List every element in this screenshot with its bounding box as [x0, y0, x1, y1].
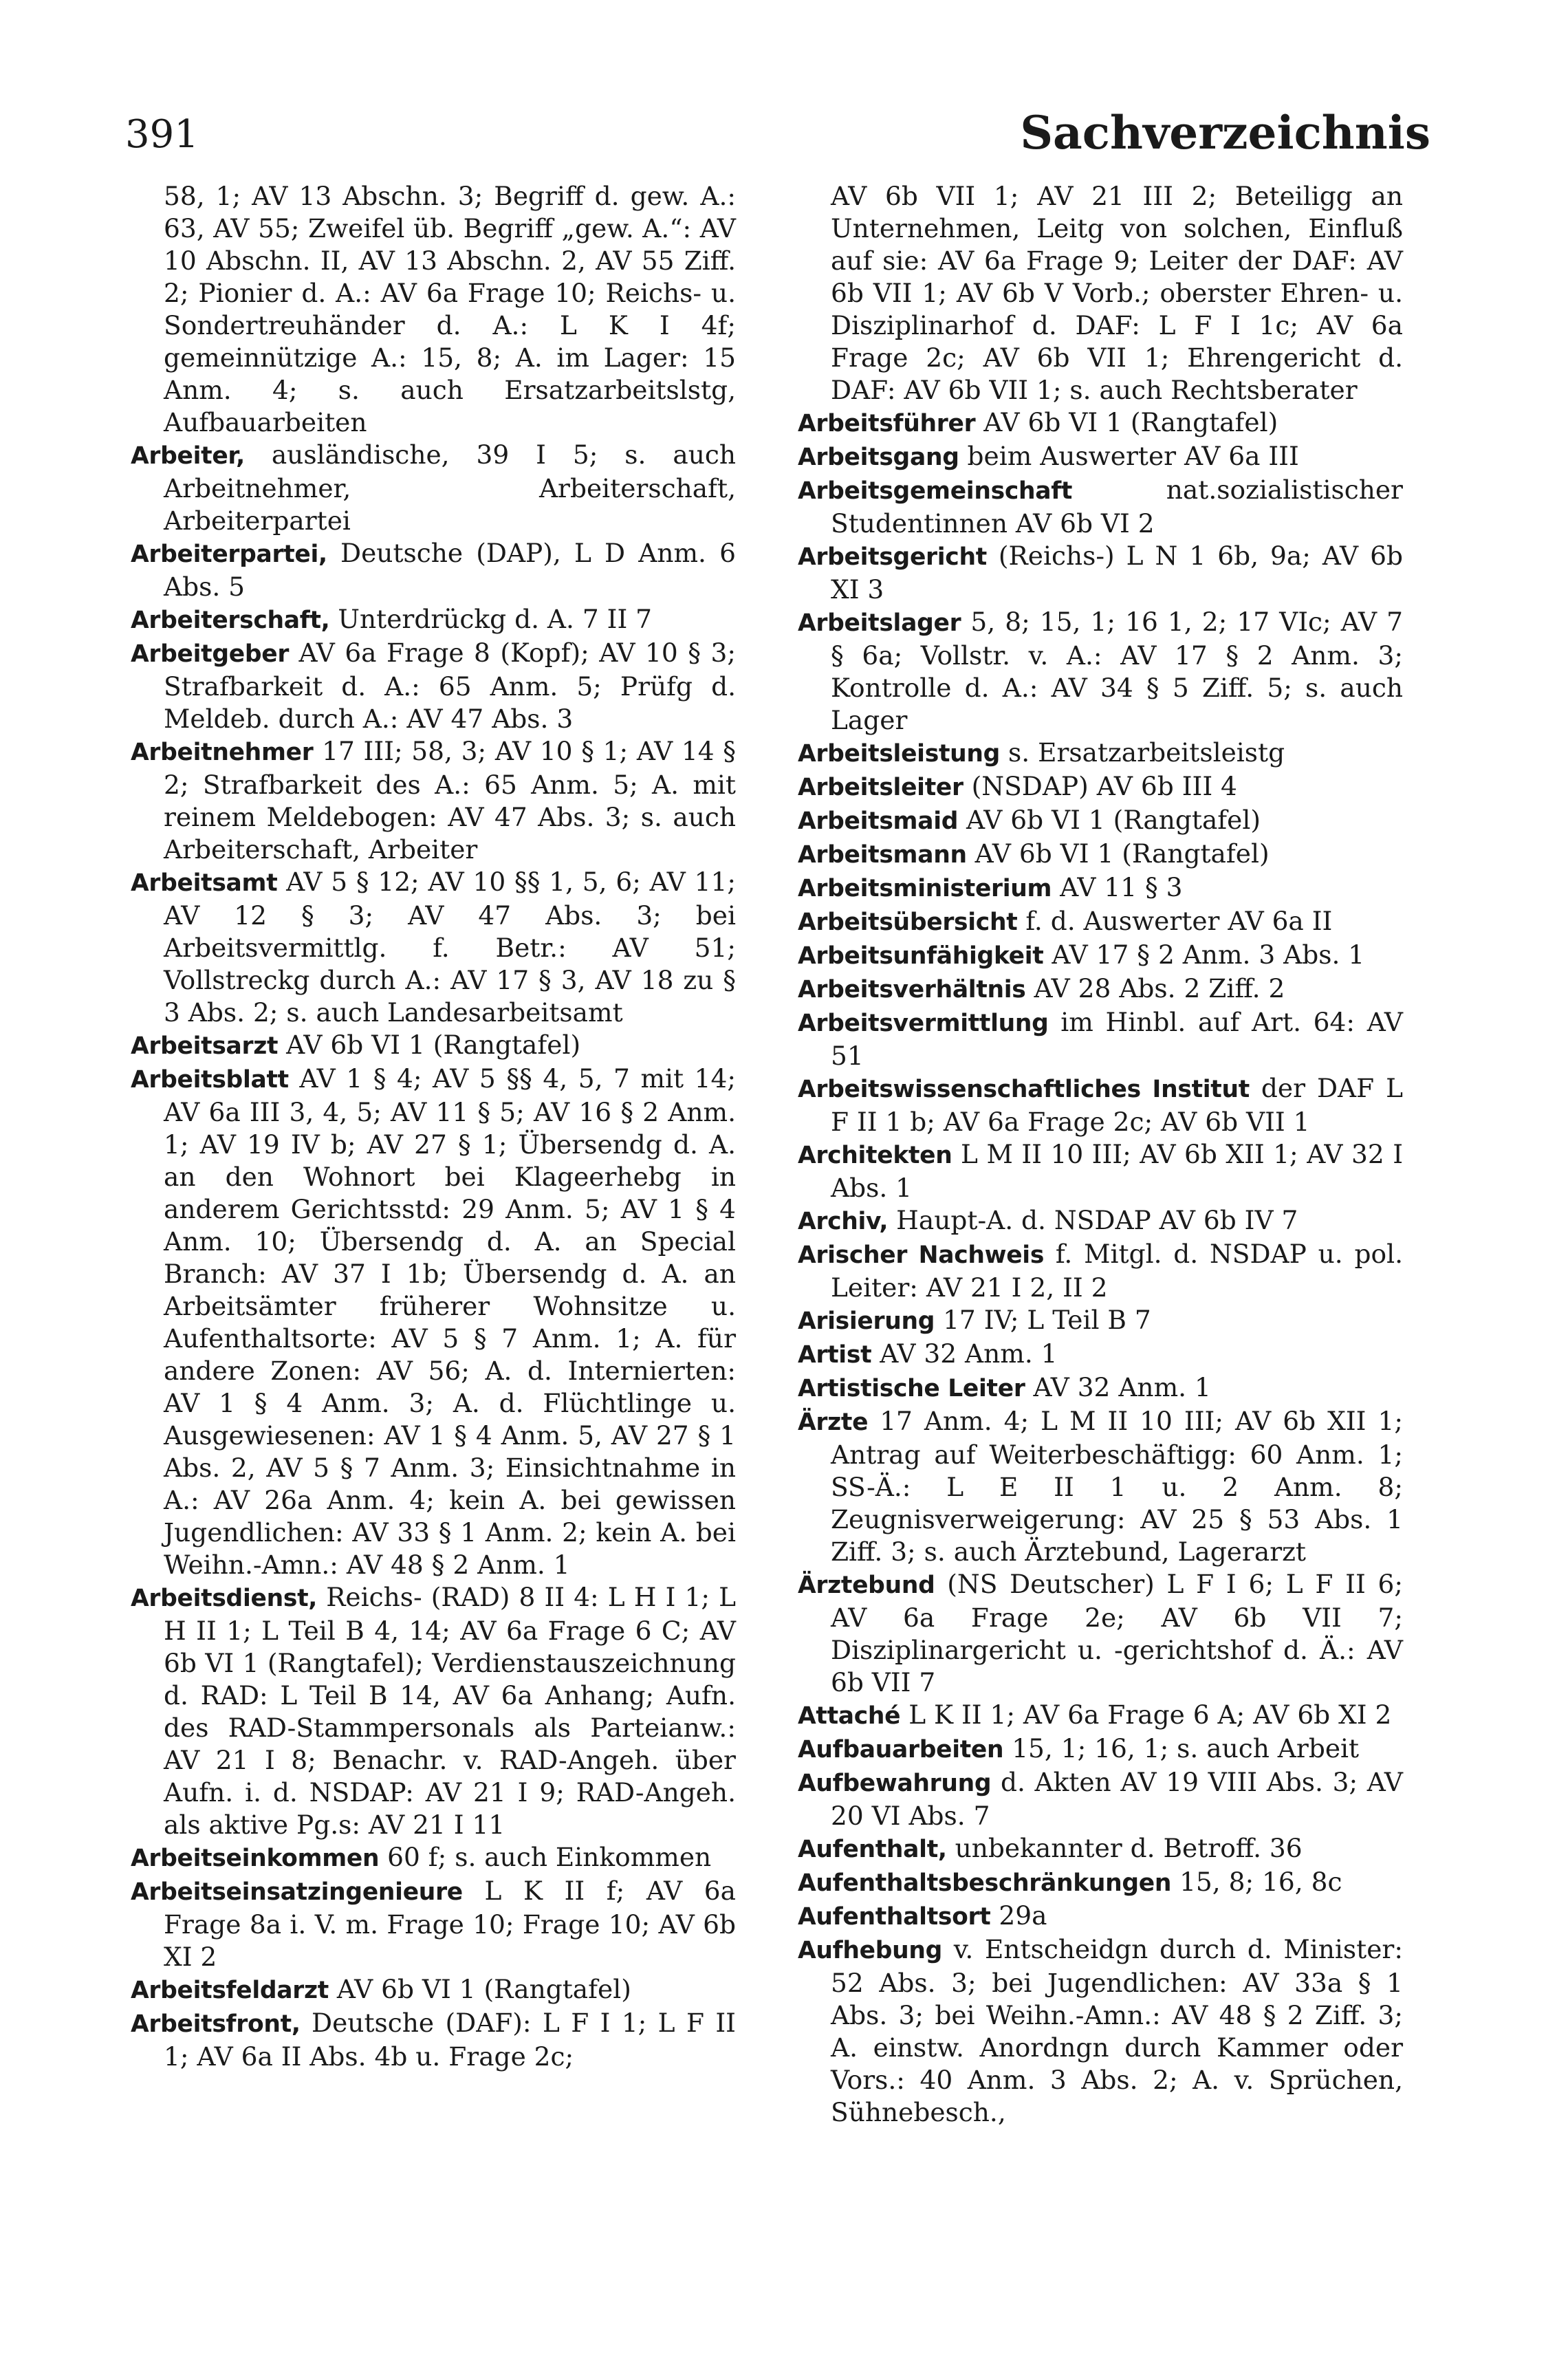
index-references: 15, 1; 16, 1; s. auch Arbeit: [1012, 1733, 1360, 1763]
index-term: Aufbewahrung: [798, 1770, 992, 1797]
index-entry: [798, 1766, 1403, 1832]
index-references: im Hinbl. auf Art. 64: AV 51: [831, 1007, 1404, 1071]
index-entry: [798, 1900, 1403, 1933]
index-term: Arbeitseinsatzingenieure: [131, 1878, 463, 1906]
index-term: Aufhebung: [798, 1937, 943, 1964]
index-references: s. Ersatzarbeitsleistg: [1008, 737, 1285, 768]
index-entry: [131, 1841, 736, 1875]
index-term: Arbeitsvermittlung: [798, 1010, 1049, 1037]
index-entry: [131, 537, 736, 603]
index-references: 15, 8; 16, 8c: [1179, 1867, 1342, 1897]
index-term: Arbeitnehmer: [131, 739, 314, 766]
index-entry: [798, 1006, 1403, 1072]
index-term: Arbeiter,: [131, 442, 245, 470]
index-references: 29a: [999, 1900, 1047, 1931]
index-references: Unterdrückg d. A. 7 II 7: [338, 604, 653, 634]
index-term: Arisierung: [798, 1307, 935, 1335]
page-header: [0, 0, 1568, 179]
index-entry: [798, 1371, 1403, 1405]
index-entry: [131, 866, 736, 1029]
index-entry: [131, 735, 736, 866]
index-term: Arbeitswissenschaftliches Institut: [798, 1076, 1250, 1103]
index-references: Haupt-A. d. NSDAP AV 6b IV 7: [896, 1205, 1298, 1235]
index-entry: [798, 1238, 1403, 1304]
index-entry: [798, 939, 1403, 973]
index-entry: [131, 1029, 736, 1063]
index-references: (NS Deutscher) L F I 6; L F II 6; AV 6a Frage 2e; AV 6b VII 7; Disziplinargericht u. -gerichtshof d. Ä.: AV 6b VII 7: [831, 1569, 1403, 1697]
index-entry: [798, 1832, 1403, 1866]
index-entry: [131, 180, 736, 439]
index-references: AV 6b VII 1; AV 21 III 2; Beteiligg an Unternehmen, Leitg von solchen, Einfluß auf sie: AV 6a Frage 9; Leiter der DAF: AV 6b VII 1; AV 6b V Vorb.; oberster Ehren- u. Disziplinarhof d. DAF: L F I 1c; AV 6a Frage 2c; AV 6b VII 1; Ehrengericht d. DAF: AV 6b VII 1; s. auch Rechtsberater: [831, 181, 1403, 405]
index-entry: [798, 1568, 1403, 1699]
index-references: (NSDAP) AV 6b III 4: [971, 771, 1237, 801]
index-entry: [798, 540, 1403, 606]
index-entry: [131, 603, 736, 637]
index-term: Aufbauarbeiten: [798, 1736, 1004, 1763]
index-term: Arbeitsministerium: [798, 875, 1052, 902]
index-entry: [798, 180, 1403, 406]
index-entry: [798, 973, 1403, 1006]
index-term: Arbeitsübersicht: [798, 909, 1018, 936]
index-references: der DAF L F II 1 b; AV 6a Frage 2c; AV 6b VII 1: [831, 1073, 1403, 1137]
index-references: 17 Anm. 4; L M II 10 III; AV 6b XII 1; Antrag auf Weiterbeschäftigg: 60 Anm. 1; SS-Ä.: L E II 1 u. 2 Anm. 8; Zeugnisverweigerung: AV 25 § 53 Abs. 1 Ziff. 3; s. auch Ärztebund, Lagerarzt: [831, 1406, 1403, 1567]
index-references: Reichs- (RAD) 8 II 4: L H I 1; L H II 1; L Teil B 4, 14; AV 6a Frage 6 C; AV 6b VI 1 (Rangtafel); Verdienstauszeichnung d. RAD: L Teil B 14, AV 6a Anhang; Aufn. des RAD-Stammpersonals als Parteianw.: AV 21 I 8; Benachr. v. RAD-Angeh. über Aufn. i. d. NSDAP: AV 21 I 9; RAD-Angeh. als aktive Pg.s: AV 21 I 11: [164, 1582, 736, 1840]
index-term: Arbeitsgericht: [798, 543, 987, 571]
index-references: nat.sozialistischer Studentinnen AV 6b VI 2: [831, 475, 1403, 539]
index-references: AV 28 Abs. 2 Ziff. 2: [1034, 973, 1285, 1003]
index-references: f. Mitgl. d. NSDAP u. pol. Leiter: AV 21 I 2, II 2: [831, 1239, 1403, 1303]
index-entry: [798, 1338, 1403, 1371]
index-term: Aufenthaltsort: [798, 1903, 991, 1931]
index-term: Arbeitsgemeinschaft: [798, 477, 1073, 505]
index-term: Arbeitsdienst,: [131, 1585, 318, 1612]
index-term: Arbeitsunfähigkeit: [798, 942, 1044, 970]
index-references: AV 6b VI 1 (Rangtafel): [974, 838, 1270, 869]
index-entry: [798, 1405, 1403, 1568]
index-references: f. d. Auswerter AV 6a II: [1025, 906, 1333, 936]
index-entry: [798, 1699, 1403, 1733]
index-entry: [798, 1204, 1403, 1238]
index-term: Arbeiterschaft,: [131, 607, 330, 634]
index-entry: [798, 804, 1403, 838]
index-references: Deutsche (DAP), L D Anm. 6 Abs. 5: [164, 538, 736, 602]
index-references: 17 III; 58, 3; AV 10 § 1; AV 14 § 2; Strafbarkeit des A.: 65 Anm. 5; A. mit reinem Meldebogen: AV 47 Abs. 3; s. auch Arbeiterschaft, Arbeiter: [164, 736, 737, 865]
index-term: Arbeitsamt: [131, 869, 278, 897]
index-references: AV 11 § 3: [1060, 872, 1183, 902]
index-term: Arbeitslager: [798, 609, 961, 637]
index-term: Arischer Nachweis: [798, 1241, 1045, 1269]
index-term: Arbeitsfeldarzt: [131, 1977, 329, 2004]
index-entry: [798, 1072, 1403, 1138]
index-entry: [131, 2007, 736, 2073]
index-term: Arbeitsleiter: [798, 774, 963, 801]
index-references: AV 6b VI 1 (Rangtafel): [966, 805, 1261, 835]
index-entry: [798, 406, 1403, 440]
index-entry: [798, 1304, 1403, 1338]
index-references: v. Entscheidgn durch d. Minister: 52 Abs. 3; bei Jugendlichen: AV 33a § 1 Abs. 3; bei Weihn.-Amn.: AV 48 § 2 Ziff. 3; A. einstw. Anordngn durch Kammer oder Vors.: 40 Anm. 3 Abs. 2; A. v. Sprüchen, Sühnebesch.,: [831, 1934, 1403, 2127]
index-references: Deutsche (DAF): L F I 1; L F II 1; AV 6a II Abs. 4b u. Frage 2c;: [164, 2008, 736, 2072]
index-references: AV 6a Frage 8 (Kopf); AV 10 § 3; Strafbarkeit d. A.: 65 Anm. 5; Prüfg d. Meldeb. durch A.: AV 47 Abs. 3: [164, 638, 736, 734]
index-references: AV 32 Anm. 1: [880, 1338, 1058, 1369]
index-entry: [798, 1866, 1403, 1900]
index-entry: [798, 838, 1403, 871]
index-references: ausländische, 39 I 5; s. auch Arbeitnehmer, Arbeiterschaft, Arbeiterpartei: [164, 439, 737, 536]
index-references: AV 17 § 2 Anm. 3 Abs. 1: [1052, 940, 1365, 970]
index-references: AV 5 § 12; AV 10 §§ 1, 5, 6; AV 11; AV 12 § 3; AV 47 Abs. 3; bei Arbeitsvermittlg. f. Betr.: AV 51; Vollstreckg durch A.: AV 17 § 3, AV 18 zu § 3 Abs. 2; s. auch Landesarbeitsamt: [164, 867, 736, 1028]
index-entry: [798, 606, 1403, 737]
index-term: Artist: [798, 1341, 872, 1369]
index-term: Arbeitsverhältnis: [798, 976, 1026, 1003]
index-entry: [798, 770, 1403, 804]
index-term: Arbeitsgang: [798, 444, 959, 471]
index-term: Archiv,: [798, 1208, 889, 1235]
index-references: unbekannter d. Betroff. 36: [955, 1833, 1303, 1863]
page-number: 391: [125, 112, 199, 157]
index-references: AV 6b VI 1 (Rangtafel): [286, 1030, 581, 1060]
index-term: Arbeitsblatt: [131, 1066, 289, 1094]
index-entry: [798, 1933, 1403, 2129]
index-references: d. Akten AV 19 VIII Abs. 3; AV 20 VI Abs. 7: [831, 1767, 1403, 1831]
index-references: AV 6b VI 1 (Rangtafel): [983, 407, 1278, 437]
index-entry: [131, 1875, 736, 1973]
running-title: Sachverzeichnis: [1020, 106, 1430, 160]
index-term: Artistische Leiter: [798, 1375, 1025, 1402]
index-term: Arbeitsmaid: [798, 807, 959, 835]
index-entry: [131, 1973, 736, 2007]
index-references: L M II 10 III; AV 6b XII 1; AV 32 I Abs. 1: [831, 1139, 1404, 1203]
index-term: Arbeitsfront,: [131, 2010, 301, 2038]
index-term: Aufenthalt,: [798, 1836, 947, 1863]
index-entry: [798, 474, 1403, 540]
index-entry: [798, 1138, 1403, 1204]
index-term: Arbeitgeber: [131, 640, 290, 668]
index-term: Arbeitsmann: [798, 841, 967, 869]
index-entry: [798, 1733, 1403, 1766]
index-term: Architekten: [798, 1142, 952, 1169]
index-entry: [131, 439, 736, 537]
index-references: L K II f; AV 6a Frage 8a i. V. m. Frage 10; Frage 10; AV 6b XI 2: [164, 1876, 736, 1972]
index-entry: [798, 871, 1403, 905]
index-references: AV 6b VI 1 (Rangtafel): [336, 1974, 631, 2004]
index-references: 5, 8; 15, 1; 16 1, 2; 17 VIc; AV 7 § 6a; Vollstr. v. A.: AV 17 § 2 Anm. 3; Kontrolle d. A.: AV 34 § 5 Ziff. 5; s. auch Lager: [831, 607, 1404, 735]
index-column-right: [798, 180, 1403, 2129]
index-term: Ärzte: [798, 1409, 869, 1436]
index-term: Arbeitsführer: [798, 410, 976, 437]
index-references: 60 f; s. auch Einkommen: [387, 1842, 712, 1872]
index-term: Arbeiterpartei,: [131, 541, 327, 568]
index-entry: [131, 1063, 736, 1581]
index-references: AV 32 Anm. 1: [1033, 1372, 1211, 1402]
index-references: 58, 1; AV 13 Abschn. 3; Begriff d. gew. A.: 63, AV 55; Zweifel üb. Begriff „gew. A.“: AV 10 Abschn. II, AV 13 Abschn. 2, AV 55 Ziff. 2; Pionier d. A.: AV 6a Frage 10; Reichs- u. Sondertreuhänder d. A.: L K I 4f; gemeinnützige A.: 15, 8; A. im Lager: 15 Anm. 4; s. auch Ersatzarbeitslstg, Aufbauarbeiten: [164, 181, 736, 437]
index-term: Arbeitsleistung: [798, 740, 1001, 768]
index-entry: [131, 1581, 736, 1841]
index-entry: [131, 637, 736, 735]
index-references: L K II 1; AV 6a Frage 6 A; AV 6b XI 2: [908, 1700, 1392, 1730]
index-entry: [798, 905, 1403, 939]
index-term: Attaché: [798, 1702, 901, 1730]
index-references: AV 1 § 4; AV 5 §§ 4, 5, 7 mit 14; AV 6a III 3, 4, 5; AV 11 § 5; AV 16 § 2 Anm. 1; AV 19 IV b; AV 27 § 1; Übersendg d. A. an den Wohnort bei Klageerhebg in anderem Gerichtsstd: 29 Anm. 5; AV 1 § 4 Anm. 10; Übersendg d. A. an Special Branch: AV 37 I 1b; Übersendg d. A. an Arbeitsämter früherer Wohnsitze u. Aufenthaltsorte: AV 5 § 7 Anm. 1; A. für andere Zonen: AV 56; A. d. Internierten: AV 1 § 4 Anm. 3; A. d. Flüchtlinge u. Ausgewiesenen: AV 1 § 4 Anm. 5, AV 27 § 1 Abs. 2, AV 5 § 7 Anm. 3; Einsichtnahme in A.: AV 26a Anm. 4; kein A. bei gewissen Jugendlichen: AV 33 § 1 Anm. 2; kein A. bei Weihn.-Amn.: AV 48 § 2 Anm. 1: [164, 1063, 737, 1580]
index-entry: [798, 737, 1403, 770]
index-column-left: [131, 180, 736, 2073]
index-term: Aufenthaltsbeschränkungen: [798, 1869, 1172, 1897]
index-references: 17 IV; L Teil B 7: [943, 1305, 1151, 1335]
index-term: Arbeitseinkommen: [131, 1845, 380, 1872]
index-term: Ärztebund: [798, 1572, 935, 1599]
index-entry: [798, 440, 1403, 474]
index-term: Arbeitsarzt: [131, 1032, 279, 1060]
index-references: beim Auswerter AV 6a III: [967, 441, 1299, 471]
index-references: (Reichs-) L N 1 6b, 9a; AV 6b XI 3: [831, 541, 1403, 605]
